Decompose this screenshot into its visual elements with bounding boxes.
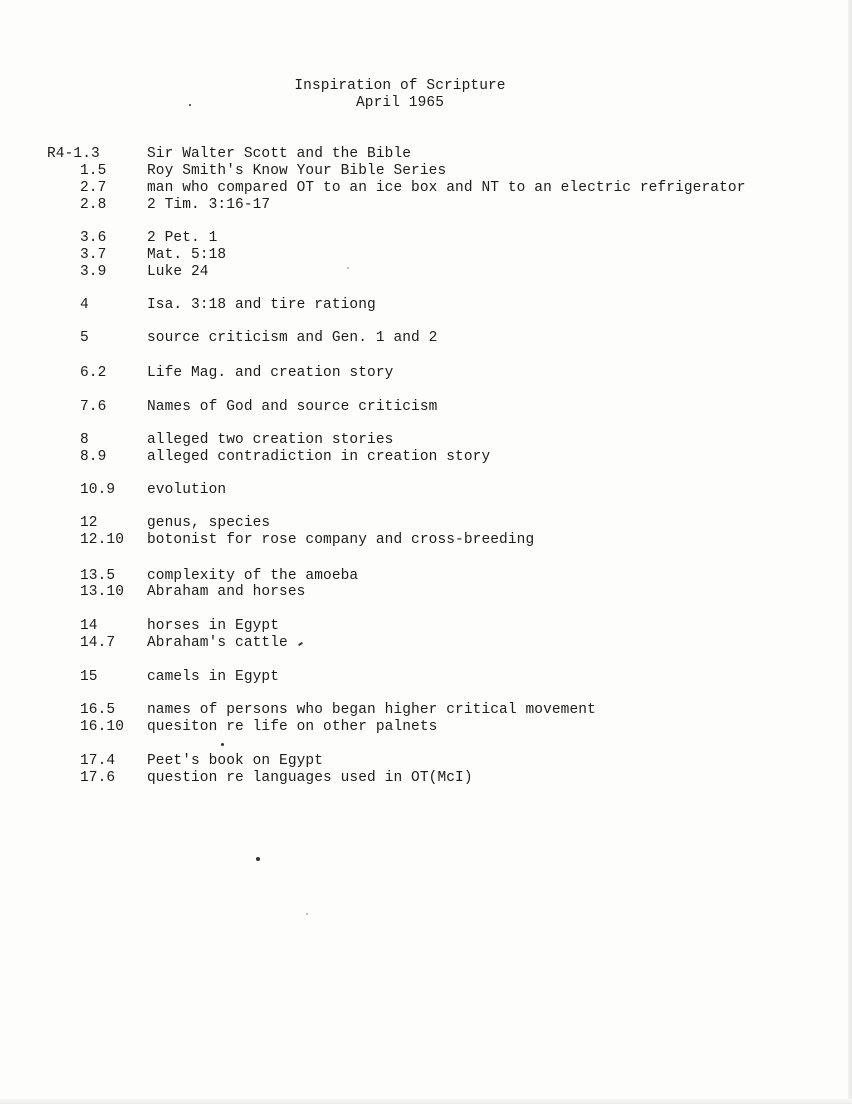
entry-reference: 15 [80, 669, 98, 685]
entry-reference: 13.10 [80, 584, 125, 600]
entry-description: complexity of the amoeba [147, 568, 359, 584]
entry-description: 2 Pet. 1 [147, 230, 218, 246]
entry-description: Mat. 5:18 [147, 247, 227, 263]
title-block [0, 78, 800, 112]
entry-description: Isa. 3:18 and tire rationg [147, 297, 376, 313]
entry-description: Sir Walter Scott and the Bible [147, 146, 412, 162]
entry-reference: 17.4 [80, 753, 116, 769]
entry-reference: 12.10 [80, 532, 125, 548]
entry-description: Abraham's cattle [147, 635, 288, 651]
document-date: April 1965 [355, 95, 444, 111]
scan-speck [347, 267, 349, 269]
entry-reference: 8 [80, 432, 89, 448]
entry-reference: 2.8 [80, 197, 107, 213]
entry-description: evolution [147, 482, 227, 498]
page-bottom-shadow [0, 1099, 852, 1104]
entry-reference: 3.6 [80, 230, 107, 246]
entry-reference: 3.7 [80, 247, 107, 263]
document-title: Inspiration of Scripture [294, 78, 506, 94]
entry-description: names of persons who began higher critical movement [147, 702, 596, 718]
entry-description: alleged two creation stories [147, 432, 394, 448]
entry-description: Abraham and horses [147, 584, 306, 600]
entry-reference: 10.9 [80, 482, 116, 498]
entry-description: source criticism and Gen. 1 and 2 [147, 330, 438, 346]
entry-reference: 13.5 [80, 568, 116, 584]
entry-reference: 3.9 [80, 264, 107, 280]
entry-description: man who compared OT to an ice box and NT to an electric refrigerator [147, 180, 746, 196]
entry-reference: 1.5 [80, 163, 107, 179]
entry-reference: 4 [80, 297, 89, 313]
entry-reference: 17.6 [80, 770, 116, 786]
entry-description: horses in Egypt [147, 618, 280, 634]
entry-description: Roy Smith's Know Your Bible Series [147, 163, 447, 179]
entry-reference: 16.10 [80, 719, 125, 735]
scan-speck [189, 104, 191, 106]
entry-description: Names of God and source criticism [147, 399, 438, 415]
entry-description: botonist for rose company and cross-breeding [147, 532, 535, 548]
entry-reference: 6.2 [80, 365, 107, 381]
entry-reference: 2.7 [80, 180, 107, 196]
scan-speck [306, 913, 308, 915]
entry-reference: 14 [80, 618, 98, 634]
scan-speck [298, 642, 303, 647]
entry-description: Luke 24 [147, 264, 209, 280]
entry-reference: 7.6 [80, 399, 107, 415]
scan-speck [221, 743, 224, 746]
entry-description: camels in Egypt [147, 669, 280, 685]
entry-reference: 12 [80, 515, 98, 531]
page-edge-shadow [848, 0, 852, 1104]
scan-speck [256, 857, 260, 861]
entry-reference: 14.7 [80, 635, 116, 651]
entry-description: alleged contradiction in creation story [147, 449, 491, 465]
entry-description: Life Mag. and creation story [147, 365, 394, 381]
entry-description: 2 Tim. 3:16-17 [147, 197, 271, 213]
entry-reference: R4-1.3 [47, 146, 100, 162]
entry-description: Peet's book on Egypt [147, 753, 324, 769]
entry-description: question re languages used in OT(McI) [147, 770, 473, 786]
entry-reference: 5 [80, 330, 89, 346]
entry-reference: 8.9 [80, 449, 107, 465]
entry-description: quesiton re life on other palnets [147, 719, 438, 735]
entry-description: genus, species [147, 515, 271, 531]
entry-reference: 16.5 [80, 702, 116, 718]
